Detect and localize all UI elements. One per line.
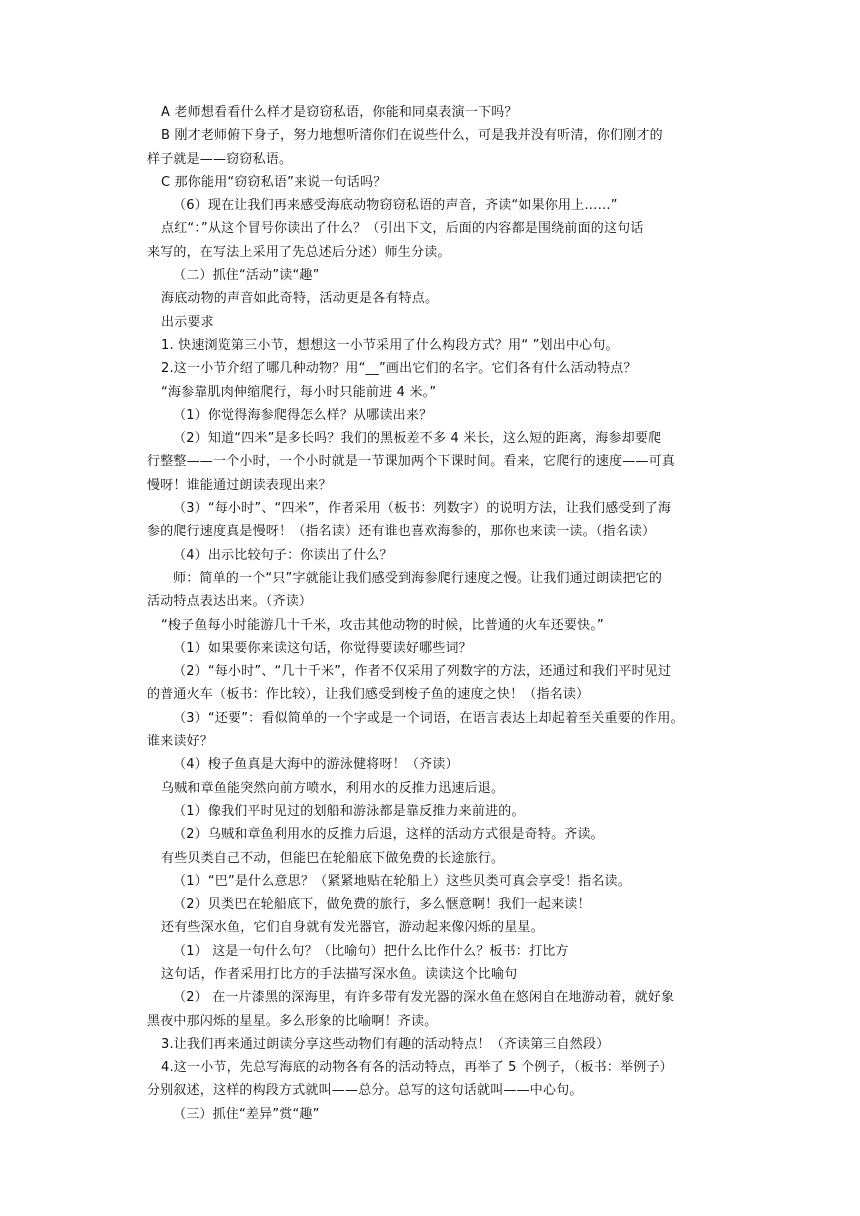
text-line: 3.让我们再来通过朗读分享这些动物们有趣的活动特点！（齐读第三自然段）: [161, 1036, 610, 1052]
text-line: （3）“每小时”、“四米”，作者采用（板书：列数字）的说明方法，让我们感受到了海: [173, 501, 672, 517]
text-line: 4.这一小节，先总写海底的动物各有各的活动特点，再举了 5 个例子，（板书：举例子）: [161, 1060, 673, 1076]
text-line: （2）贝类巴在轮船底下，做免费的旅行，多么惬意啊！我们一起来读！: [173, 897, 591, 913]
text-line: （1）“巴”是什么意思？（紧紧地贴在轮船上）这些贝类可真会享受！指名读。: [173, 873, 631, 889]
text-line: 黑夜中那闪烁的星星。多么形象的比喻啊！齐读。: [147, 1013, 438, 1029]
text-line: C 那你能用“窃窃私语”来说一句话吗？: [161, 174, 387, 190]
text-line: 参的爬行速度真是慢呀！（指名读）还有谁也喜欢海参的，那你也来读一读。（指名读）: [147, 524, 656, 540]
text-line: “梭子鱼每小时能游几十千米，攻击其他动物的时候，比普通的火车还要快。”: [161, 617, 604, 633]
text-line: （3）“还要”：看似简单的一个字或是一个词语，在语言表达上却起着至关重要的作用。: [173, 710, 684, 726]
text-line: 活动特点表达出来。（齐读）: [147, 594, 313, 610]
text-line: B 刚才老师俯下身子，努力地想听清你们在说些什么，可是我并没有听清，你们刚才的: [161, 128, 663, 144]
text-line: 分别叙述，这样的构段方式就叫——总分。总写的这句话就叫——中心句。: [147, 1083, 583, 1099]
text-line: 海底动物的声音如此奇特，活动更是各有特点。: [161, 291, 439, 307]
text-line: （2）乌贼和章鱼利用水的反推力后退，这样的活动方式很是奇特。齐读。: [173, 827, 604, 843]
text-line: （2） 在一片漆黑的深海里，有许多带有发光器的深水鱼在悠闲自在地游动着，就好象: [173, 990, 675, 1006]
text-line: 师：简单的一个“只”字就能让我们感受到海参爬行速度之慢。让我们通过朗读把它的: [173, 570, 663, 586]
text-line: 1. 快速浏览第三小节，想想这一小节采用了什么构段方式？用“ ”划出中心句。: [161, 337, 619, 353]
text-line: 出示要求: [161, 314, 214, 330]
text-line: （1）你觉得海参爬得怎么样？从哪读出来？: [173, 407, 433, 423]
text-line: （2）知道“四米”是多长吗？我们的黑板差不多 4 米长，这么短的距离，海参却要爬: [173, 431, 662, 447]
text-line: 乌贼和章鱼能突然向前方喷水，利用水的反推力迅速后退。: [161, 780, 505, 796]
text-line: （1） 这是一句什么句？（比喻句）把什么比作什么？板书：打比方: [173, 943, 569, 959]
text-line: “海参靠肌肉伸缩爬行，每小时只能前进 4 米。”: [161, 384, 437, 400]
text-line: 这句话，作者采用打比方的手法描写深水鱼。读读这个比喻句: [161, 966, 518, 982]
text-line: （4）梭子鱼真是大海中的游泳健将呀！（齐读）: [173, 757, 459, 773]
text-line: 慢呀！谁能通过朗读表现出来？: [147, 477, 332, 493]
text-line: 点红“：”从这个冒号你读出了什么？（引出下文，后面的内容都是围绕前面的这句话: [161, 221, 644, 237]
text-line: 还有些深水鱼，它们自身就有发光器官，游动起来像闪烁的星星。: [161, 920, 544, 936]
text-line: （2）“每小时”、“几十千米”，作者不仅采用了列数字的方法，还通过和我们平时见过: [173, 664, 672, 680]
text-line: 2.这一小节介绍了哪几种动物？用“__”画出它们的名字。它们各有什么活动特点？: [161, 361, 637, 377]
text-line: A 老师想看看什么样才是窃窃私语，你能和同桌表演一下吗？: [161, 105, 518, 120]
text-line: 行整整——一个小时，一个小时就是一节课加两个下课时间。看来，它爬行的速度——可真: [147, 454, 676, 470]
text-line: 有些贝类自己不动，但能巴在轮船底下做免费的长途旅行。: [161, 850, 505, 866]
text-line: （1）像我们平时见过的划船和游泳都是靠反推力来前进的。: [173, 803, 525, 819]
text-line: （1）如果要你来读这句话，你觉得要读好哪些词？: [173, 640, 472, 656]
text-line: （4）出示比较句子：你读出了什么？: [173, 547, 393, 563]
text-line: 谁来读好？: [147, 734, 214, 750]
text-line: （三）抓住“差异”赏“趣”: [173, 1106, 320, 1122]
text-line: 的普通火车（板书：作比较），让我们感受到梭子鱼的速度之快！（指名读）: [147, 687, 590, 703]
text-line: （二）抓住“活动”读“趣”: [173, 268, 320, 284]
text-line: 样子就是——窃窃私语。: [147, 151, 293, 167]
text-line: 来写的，在写法上采用了先总述后分述）师生分读。: [147, 244, 451, 260]
text-line: （6）现在让我们再来感受海底动物窃窃私语的声音，齐读“如果你用上……”: [173, 198, 618, 214]
document-body: [147, 101, 739, 1126]
